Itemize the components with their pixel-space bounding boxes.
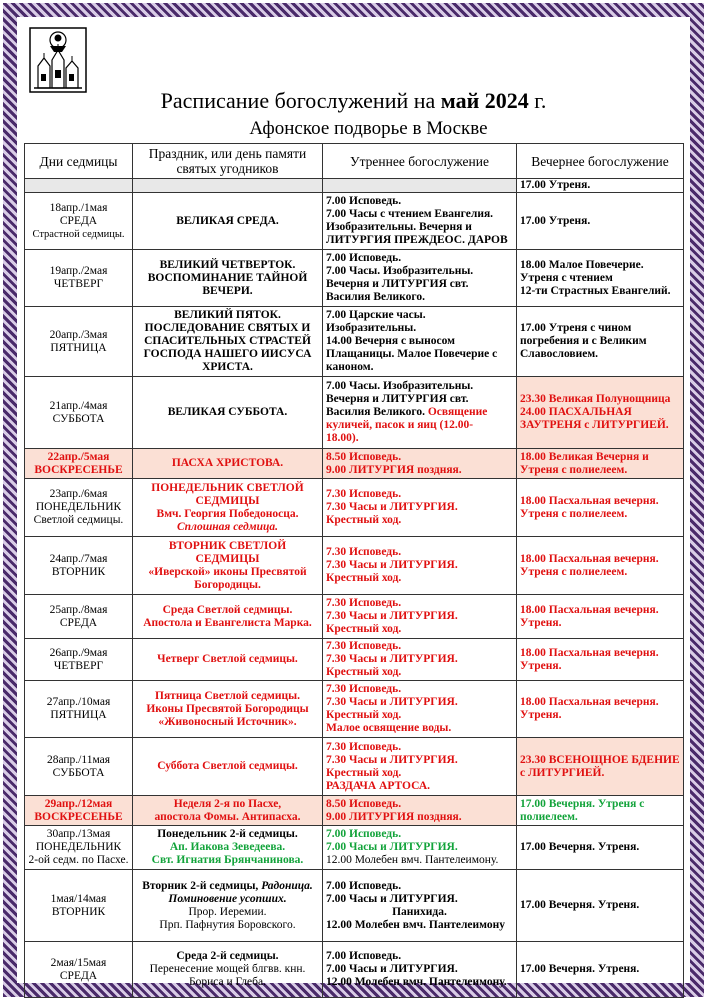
evening-cell: 18.00 Великая Вечерня и Утреня с полиелеем.	[517, 449, 684, 479]
day-cell: 21апр./4мая СУББОТА	[25, 377, 133, 449]
col-header-days: Дни седмицы	[25, 144, 133, 179]
feast-cell: ПОНЕДЕЛЬНИК СВЕТЛОЙ СЕДМИЦЫ Вмч. Георгия Победоносца. Сплошная седмица.	[133, 479, 323, 537]
feast-cell: Вторник 2-й седмицы, Радоница. Поминовение усопших. Прор. Иеремии. Прп. Пафнутия Боровского.	[133, 870, 323, 942]
day-cell: 1мая/14мая ВТОРНИК	[25, 870, 133, 942]
morning-cell: 7.00 Царские часы. Изобразительны. 14.00 Вечерня с выносом Плащаницы. Малое Повечерие с каноном.	[323, 307, 517, 377]
page-title: Расписание богослужений на май 2024 г.	[160, 88, 547, 113]
evening-cell: 18.00 Пасхальная вечерня. Утреня с полиелеем.	[517, 479, 684, 537]
table-row	[25, 179, 684, 193]
evening-cell: 18.00 Пасхальная вечерня. Утреня.	[517, 639, 684, 681]
feast-cell: Пятница Светлой седмицы. Иконы Пресвятой Богородицы «Живоносный Источник».	[133, 681, 323, 738]
day-cell: 27апр./10мая ПЯТНИЦА	[25, 681, 133, 738]
morning-cell: 7.30 Исповедь. 7.30 Часы и ЛИТУРГИЯ. Крестный ход.	[323, 639, 517, 681]
day-cell: 26апр./9мая ЧЕТВЕРГ	[25, 639, 133, 681]
morning-cell: 7.30 Исповедь. 7.30 Часы и ЛИТУРГИЯ. Крестный ход.	[323, 537, 517, 595]
feast-cell: Понедельник 2-й седмицы. Ап. Иакова Зеведеева. Свт. Игнатия Брянчанинова.	[133, 826, 323, 870]
feast-cell: ВЕЛИКАЯ СУББОТА.	[133, 377, 323, 449]
feast-cell: Суббота Светлой седмицы.	[133, 738, 323, 796]
table-row	[25, 870, 684, 942]
evening-cell: 17.00 Вечерня. Утреня с полиелеем.	[517, 796, 684, 826]
day-cell: 23апр./6мая ПОНЕДЕЛЬНИК Светлой седмицы.	[25, 479, 133, 537]
feast-cell: ВЕЛИКИЙ ПЯТОК. ПОСЛЕДОВАНИЕ СВЯТЫХ И СПАСИТЕЛЬНЫХ СТРАСТЕЙ ГОСПОДА НАШЕГО ИИСУСА ХРИСТА.	[133, 307, 323, 377]
morning-cell: 7.00 Исповедь. 7.00 Часы и ЛИТУРГИЯ. 12.00 Молебен вмч. Пантелеимону.	[323, 826, 517, 870]
evening-cell: 23.30 Великая Полунощница 24.00 ПАСХАЛЬНАЯ ЗАУТРЕНЯ с ЛИТУРГИЕЙ.	[517, 377, 684, 449]
feast-cell: ВТОРНИК СВЕТЛОЙ СЕДМИЦЫ «Иверской» иконы Пресвятой Богородицы.	[133, 537, 323, 595]
col-header-feast: Праздник, или день памяти святых угодников	[133, 144, 323, 179]
evening-cell: 17.00 Утреня.	[517, 179, 684, 193]
table-row	[25, 826, 684, 870]
morning-cell: 7.30 Исповедь. 7.30 Часы и ЛИТУРГИЯ. Крестный ход.	[323, 479, 517, 537]
day-cell: 30апр./13мая ПОНЕДЕЛЬНИК 2-ой седм. по Пасхе.	[25, 826, 133, 870]
morning-cell: 7.00 Исповедь. 7.00 Часы с чтением Евангелия. Изобразительны. Вечерня и ЛИТУРГИЯ ПРЕЖДЕОС. ДАРОВ	[323, 193, 517, 250]
day-cell: 2мая/15мая СРЕДА	[25, 942, 133, 998]
page-subtitle: Афонское подворье в Москве	[249, 118, 488, 139]
feast-cell: Четверг Светлой седмицы.	[133, 639, 323, 681]
schedule-table	[24, 143, 684, 998]
morning-cell: 7.00 Исповедь. 7.00 Часы и ЛИТУРГИЯ. Панихида. 12.00 Молебен вмч. Пантелеимону	[323, 870, 517, 942]
evening-cell: 18.00 Пасхальная вечерня. Утреня.	[517, 595, 684, 639]
day-cell: 19апр./2мая ЧЕТВЕРГ	[25, 250, 133, 307]
morning-cell: 8.50 Исповедь. 9.00 ЛИТУРГИЯ поздняя.	[323, 796, 517, 826]
feast-cell: Среда Светлой седмицы. Апостола и Евангелиста Марка.	[133, 595, 323, 639]
evening-cell: 17.00 Вечерня. Утреня.	[517, 826, 684, 870]
morning-cell: 7.00 Часы. Изобразительны. Вечерня и ЛИТУРГИЯ свт. Василия Великого. Освящение куличей, пасок и яиц (12.00- 18.00).	[323, 377, 517, 449]
evening-cell: 18.00 Малое Повечерие. Утреня с чтением 12-ти Страстных Евангелий.	[517, 250, 684, 307]
day-cell: 25апр./8мая СРЕДА	[25, 595, 133, 639]
evening-cell: 17.00 Вечерня. Утреня.	[517, 870, 684, 942]
morning-cell: 7.30 Исповедь. 7.30 Часы и ЛИТУРГИЯ. Крестный ход.	[323, 595, 517, 639]
feast-cell: Среда 2-й седмицы. Перенесение мощей блгвв. кнн. Бориса и Глеба.	[133, 942, 323, 998]
table-row	[25, 738, 684, 796]
day-cell: 29апр./12мая ВОСКРЕСЕНЬЕ	[25, 796, 133, 826]
table-header-row	[25, 144, 684, 179]
table-row	[25, 449, 684, 479]
morning-cell: 7.00 Исповедь. 7.00 Часы и ЛИТУРГИЯ. 12.00 Молебен вмч. Пантелеимону.	[323, 942, 517, 998]
table-row	[25, 796, 684, 826]
evening-cell: 17.00 Утреня.	[517, 193, 684, 250]
day-cell: 28апр./11мая СУББОТА	[25, 738, 133, 796]
monastery-logo	[28, 26, 88, 94]
table-row	[25, 639, 684, 681]
table-row	[25, 193, 684, 250]
feast-cell: Неделя 2-я по Пасхе, апостола Фомы. Антипасха.	[133, 796, 323, 826]
feast-cell: ПАСХА ХРИСТОВА.	[133, 449, 323, 479]
evening-cell: 17.00 Вечерня. Утреня.	[517, 942, 684, 998]
morning-cell: 8.50 Исповедь. 9.00 ЛИТУРГИЯ поздняя.	[323, 449, 517, 479]
table-row	[25, 250, 684, 307]
table-row	[25, 307, 684, 377]
table-row	[25, 595, 684, 639]
feast-cell: ВЕЛИКАЯ СРЕДА.	[133, 193, 323, 250]
day-cell: 24апр./7мая ВТОРНИК	[25, 537, 133, 595]
day-cell: 22апр./5мая ВОСКРЕСЕНЬЕ	[25, 449, 133, 479]
morning-cell	[323, 179, 517, 193]
table-row	[25, 479, 684, 537]
feast-cell: ВЕЛИКИЙ ЧЕТВЕРТОК. ВОСПОМИНАНИЕ ТАЙНОЙ ВЕЧЕРИ.	[133, 250, 323, 307]
col-header-morning: Утреннее богослужение	[323, 144, 517, 179]
day-cell: 18апр./1мая СРЕДА Страстной седмицы.	[25, 193, 133, 250]
evening-cell: 23.30 ВСЕНОЩНОЕ БДЕНИЕ с ЛИТУРГИЕЙ.	[517, 738, 684, 796]
table-row	[25, 681, 684, 738]
table-row	[25, 537, 684, 595]
morning-cell: 7.00 Исповедь. 7.00 Часы. Изобразительны. Вечерня и ЛИТУРГИЯ свт. Василия Великого.	[323, 250, 517, 307]
evening-cell: 18.00 Пасхальная вечерня. Утреня с полиелеем.	[517, 537, 684, 595]
day-cell: 20апр./3мая ПЯТНИЦА	[25, 307, 133, 377]
morning-cell: 7.30 Исповедь. 7.30 Часы и ЛИТУРГИЯ. Крестный ход. РАЗДАЧА АРТОСА.	[323, 738, 517, 796]
morning-cell: 7.30 Исповедь. 7.30 Часы и ЛИТУРГИЯ. Крестный ход. Малое освящение воды.	[323, 681, 517, 738]
evening-cell: 18.00 Пасхальная вечерня. Утреня.	[517, 681, 684, 738]
table-row	[25, 377, 684, 449]
col-header-evening: Вечернее богослужение	[517, 144, 684, 179]
day-cell	[25, 179, 133, 193]
evening-cell: 17.00 Утреня с чином погребения и с Великим Славословием.	[517, 307, 684, 377]
feast-cell	[133, 179, 323, 193]
table-row	[25, 942, 684, 998]
